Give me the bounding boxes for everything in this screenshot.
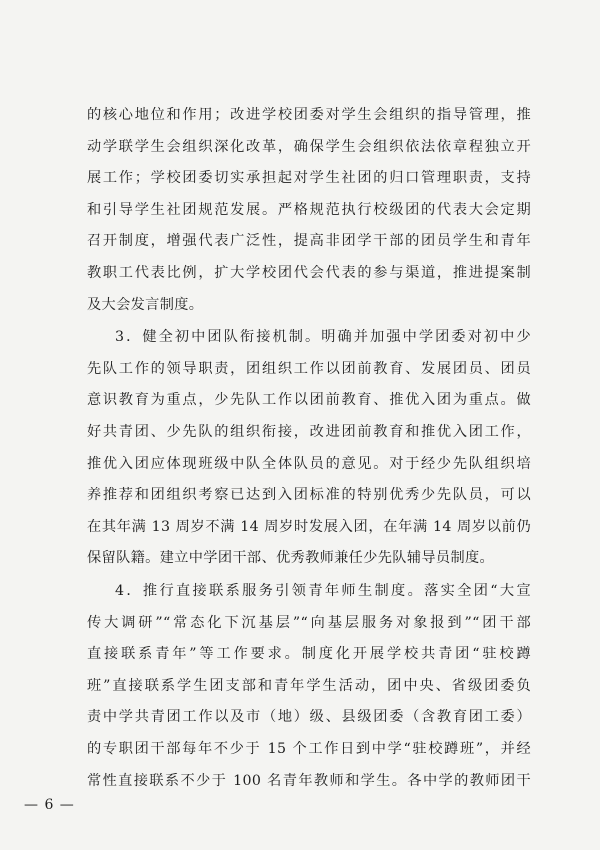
- text-line: 的专职团干部每年不少于 15 个工作日到中学“驻校蹲班”，并经: [87, 741, 531, 757]
- text-line: 教职工代表比例，扩大学校团代会代表的参与渠道，推进提案制: [87, 265, 531, 281]
- text-line: 在其年满 13 周岁不满 14 周岁时发展入团，在年满 14 周岁以前仍: [87, 518, 531, 535]
- text-line: 及大会发言制度。: [87, 296, 204, 313]
- text-line: 好共青团、少先队的组织衔接，改进团前教育和推优入团工作，: [87, 424, 531, 440]
- text-line: 班”直接联系学生团支部和青年学生活动，团中央、省级团委负: [87, 677, 531, 694]
- page-number: — 6 —: [24, 797, 75, 813]
- text-line: 传大调研”“常态化下沉基层”“向基层服务对象报到”“团干部: [87, 614, 531, 631]
- text-line: 保留队籍。建立中学团干部、优秀教师兼任少先队辅导员制度。: [87, 550, 495, 567]
- text-line: 和引导学生社团规范发展。严格规范执行校级团的代表大会定期: [87, 201, 531, 218]
- text-line: 直接联系青年”等工作要求。制度化开展学校共青团“驻校蹲: [87, 646, 531, 663]
- text-line: 的核心地位和作用；改进学校团委对学生会组织的指导管理，推: [87, 107, 531, 123]
- text-line: 推优入团应体现班级中队全体队员的意见。对于经少先队组织培: [87, 455, 531, 472]
- text-line: 先队工作的领导职责，团组织工作以团前教育、发展团员、团员: [87, 360, 531, 377]
- text-line: 养推荐和团组织考察已达到入团标准的特别优秀少先队员，可以: [87, 487, 531, 504]
- text-line: 常性直接联系不少于 100 名青年教师和学生。各中学的教师团干: [87, 772, 531, 789]
- text-line: 责中学共青团工作以及市（地）级、县级团委（含教育团工委）: [87, 709, 531, 726]
- section-heading-line: 4．推行直接联系服务引领青年师生制度。落实全团“大宣: [115, 583, 531, 599]
- section-heading-line: 3．健全初中团队衔接机制。明确并加强中学团委对初中少: [115, 329, 531, 346]
- text-line: 展工作；学校团委切实承担起对学生社团的归口管理职责，支持: [87, 170, 531, 187]
- text-line: 动学联学生会组织深化改革，确保学生会组织依法依章程独立开: [87, 138, 531, 155]
- text-line: 意识教育为重点，少先队工作以团前教育、推优入团为重点。做: [87, 392, 531, 409]
- text-line: 召开制度，增强代表广泛性，提高非团学干部的团员学生和青年: [87, 233, 531, 250]
